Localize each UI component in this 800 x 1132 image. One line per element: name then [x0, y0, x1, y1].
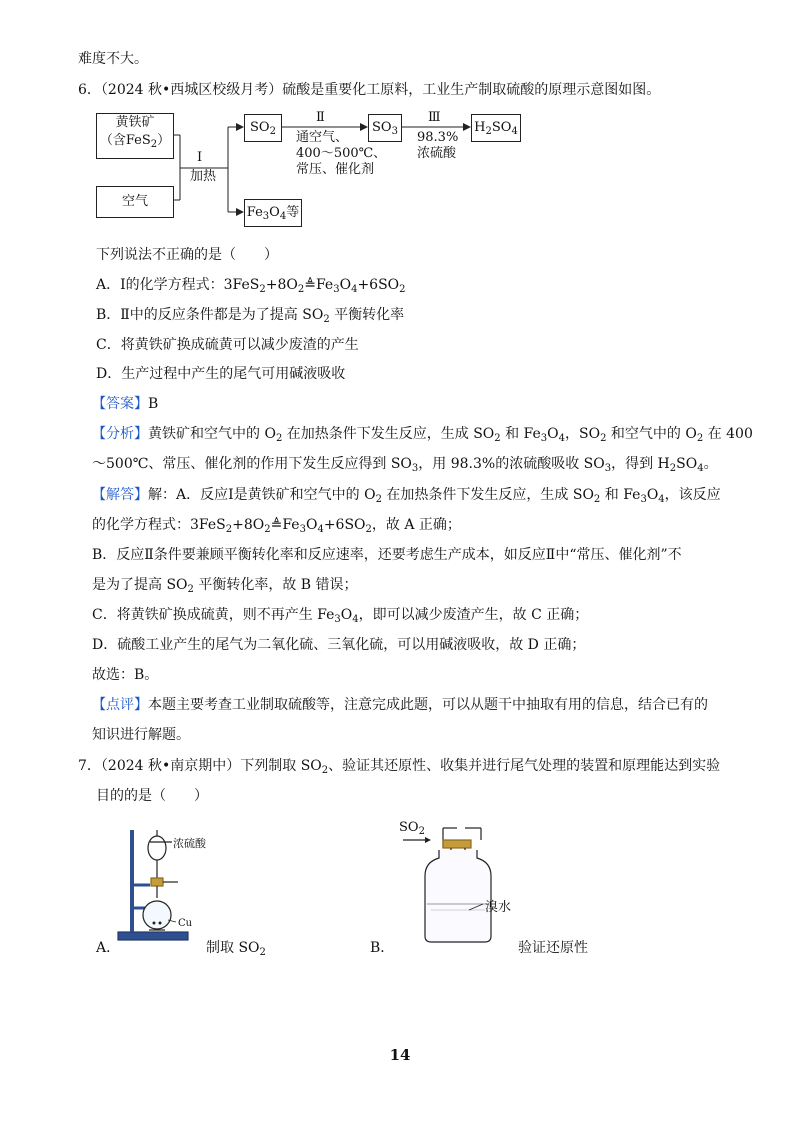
q7-option-a-caption: 制取 $SO_2$ — [206, 940, 266, 958]
q7-option-b-letter: B． — [370, 940, 395, 956]
q7-stem-line1: 7．（2024 秋•南京期中）下列制取 $SO_2$、验证其还原性、收集并进行尾气处理的装置和原理能达到实验 — [78, 758, 721, 776]
q6-analysis-line2: ～500℃、常压、催化剂的作用下发生反应得到 $SO_3$，用 98.3%的浓硫酸吸收 $SO_3$，得到 $H_2SO_4$。 — [92, 456, 718, 474]
q6-solution-line6: D．硫酸工业产生的尾气为二氧化硫、三氧化硫，可以用碱液吸收，故 D 正确； — [92, 637, 586, 653]
q6-solution-line4: 是为了提高 $SO_2$ 平衡转化率，故 B 错误； — [92, 577, 358, 595]
q6-option-c: C．将黄铁矿换成硫黄可以减少废渣的产生 — [96, 337, 359, 353]
step2-label: Ⅱ — [316, 110, 325, 125]
cond3-line2: 浓硫酸 — [417, 146, 457, 161]
step3-label: Ⅲ — [428, 110, 441, 125]
air-box: 空气 — [96, 186, 174, 218]
q6-option-b: B．Ⅱ中的反应条件都是为了提高 $SO_2$ 平衡转化率 — [96, 307, 405, 325]
page-number: 14 — [389, 1046, 411, 1064]
so3-box: $SO_3$ — [368, 114, 402, 142]
q7-option-a-letter: A． — [96, 940, 121, 956]
q6-option-d: D．生产过程中产生的尾气可用碱液吸收 — [96, 366, 346, 382]
q6-analysis-line1: 【分析】黄铁矿和空气中的 $O_2$ 在加热条件下发生反应，生成 $SO_2$ 和 $Fe_3O_4$，$SO_2$ 和空气中的 $O_2$ 在 400 — [92, 426, 753, 444]
step1-label: Ⅰ — [197, 150, 203, 165]
q6-ask: 下列说法不正确的是（ ） — [96, 247, 278, 263]
ore-box: 黄铁矿 （含FeS$_2$） — [96, 113, 174, 159]
q7-figure-b-bromine-label: 溴水 — [485, 900, 512, 915]
q6-comment-line2: 知识进行解题。 — [92, 727, 190, 743]
so2-box: $SO_2$ — [244, 114, 282, 142]
cond2-line1: 通空气、 — [296, 130, 349, 145]
q7-option-b-caption: 验证还原性 — [518, 940, 588, 956]
q7-stem-line2: 目的的是（ ） — [96, 788, 208, 804]
q6-option-a: A．Ⅰ的化学方程式：$3FeS_2+8O_2≜Fe_3O_4+6SO_2$ — [96, 277, 406, 295]
h2so4-box: $H_2SO_4$ — [471, 114, 521, 142]
q6-solution-line7: 故选：B。 — [92, 667, 159, 683]
q6-solution-line5: C．将黄铁矿换成硫黄，则不再产生 $Fe_3O_4$，即可以减少废渣产生，故 C 正确； — [92, 607, 589, 625]
top-line: 难度不大。 — [78, 51, 148, 67]
cond3-line1: 98.3% — [417, 130, 459, 145]
q7-figure-a-label-cu: Cu — [178, 918, 193, 929]
cond2-line2: 400～500℃、 — [296, 146, 387, 161]
q6-comment-line1: 【点评】本题主要考查工业制取硫酸等，注意完成此题，可以从题干中抽取有用的信息，结合已有的 — [92, 697, 708, 713]
q7-figure-b-gas-label: $SO_2$ — [399, 820, 425, 837]
heat-label: 加热 — [190, 169, 217, 184]
q6-stem: 6．（2024 秋•西城区校级月考）硫酸是重要化工原料，工业生产制取硫酸的原理示意图如图。 — [78, 82, 661, 98]
cond2-line3: 常压、催化剂 — [296, 162, 375, 177]
fe3o4-box: $Fe_3O_4$等 — [244, 199, 302, 227]
q6-solution-line2: 的化学方程式：$3FeS_2+8O_2≜Fe_3O_4+6SO_2$，故 A 正确； — [92, 517, 461, 535]
q6-answer: 【答案】B — [92, 396, 159, 412]
q6-solution-line3: B．反应Ⅱ条件要兼顾平衡转化率和反应速率，还要考虑生产成本，如反应Ⅱ中“常压、催化剂”不 — [92, 547, 682, 563]
q6-solution-line1: 【解答】解：A．反应Ⅰ是黄铁矿和空气中的 $O_2$ 在加热条件下发生反应，生成 $SO_2$ 和 $Fe_3O_4$，该反应 — [92, 487, 721, 505]
q7-figure-a-label-acid: 浓硫酸 — [173, 837, 206, 850]
